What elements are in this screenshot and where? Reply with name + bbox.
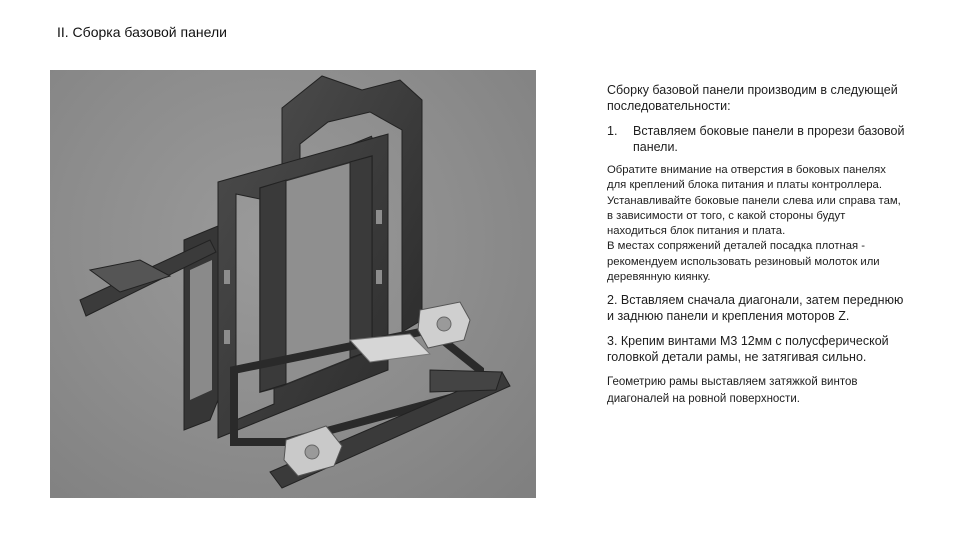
slide-title: II. Сборка базовой панели xyxy=(57,24,227,40)
final-note: Геометрию рамы выставляем затяжкой винтов диагоналей на ровной поверхности. xyxy=(607,376,858,406)
step-3: 3. Крепим винтами М3 12мм с полусферической головкой детали рамы, не затягивая сильно. xyxy=(607,334,889,365)
inner-column-right xyxy=(350,156,372,358)
right-side-rail xyxy=(430,370,502,392)
assembly-note xyxy=(607,163,907,285)
step-2: 2. Вставляем сначала диагонали, затем переднюю и заднюю панели и крепления моторов Z. xyxy=(607,293,904,324)
left-diagonal-cutout xyxy=(190,260,212,400)
frame-assembly-drawing xyxy=(50,70,536,498)
note-line-1: Обратите внимание на отверстия в боковых панелях для креплений блока питания и платы контроллера. Устанавливайте боковые панели слева или справа там, в зависимости от того, с какой стороны будут находиться блок питания и плата. xyxy=(607,164,901,238)
intro-text: Сборку базовой панели производим в следующей последовательности: xyxy=(607,83,898,113)
instructions-column xyxy=(607,82,907,408)
frame-assembly-render xyxy=(50,70,536,498)
note-line-2: В местах сопряжений деталей посадка плотная - рекомендуем использовать резиновый молоток или деревянную киянку. xyxy=(607,240,880,284)
step-1-text: Вставляем боковые панели в прорези базовой панели. xyxy=(633,124,905,154)
step-1 xyxy=(607,123,907,155)
step-1-number: 1. xyxy=(607,124,618,138)
